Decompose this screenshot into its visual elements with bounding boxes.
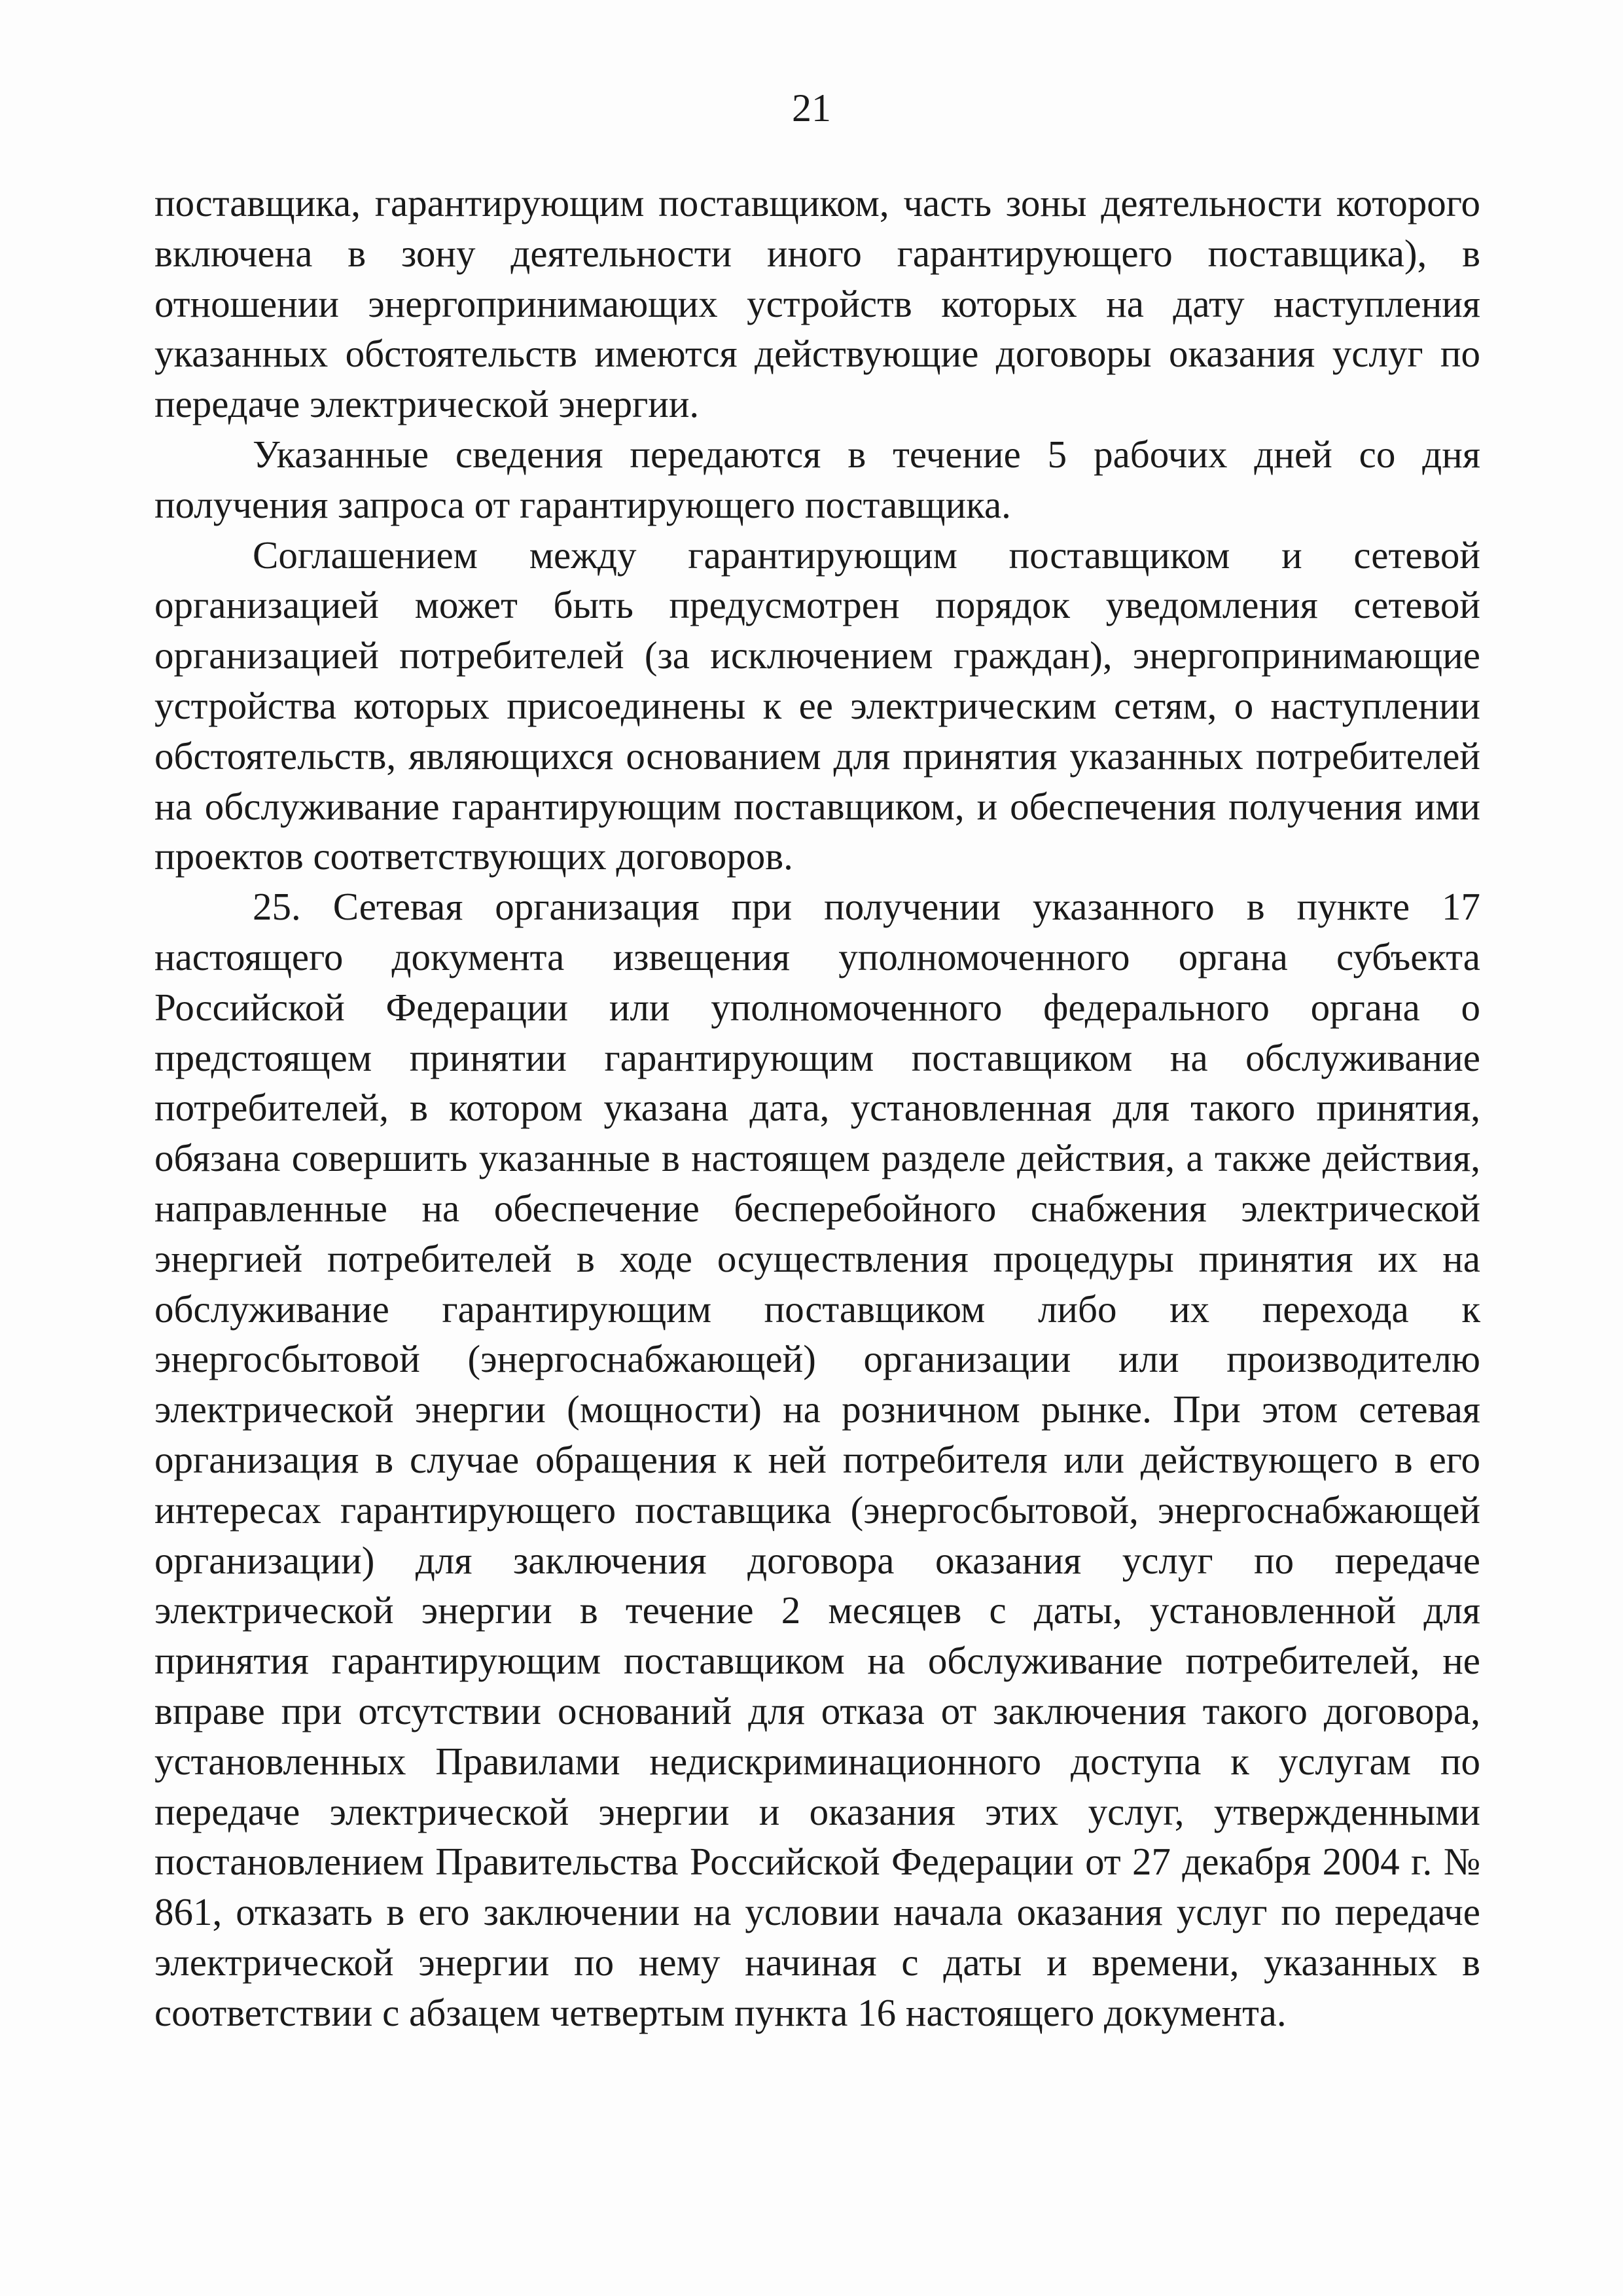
paragraph-agreement: Соглашением между гарантирующим поставщиком и сетевой организацией может быть предусмотрен порядок уведомления сетевой организацией потребителей (за исключением граждан), энергопринимающие устройства которых присоединены к ее электрическим сетям, о наступлении обстоятельств, являющихся основанием для принятия указанных потребителей на обслуживание гарантирующим поставщиком, и обеспечения получения ими проектов соответствующих договоров. — [154, 533, 1480, 878]
page-number: 21 — [792, 86, 831, 130]
paragraph-continuation: поставщика, гарантирующим поставщиком, часть зоны деятельности которого включена в зону деятельности иного гарантирующего поставщика), в отношении энергопринимающих устройств которых на дату наступления указанных обстоятельств имеются действующие договоры оказания услуг по передаче электрической энергии. — [154, 181, 1480, 426]
paragraph-deadline: Указанные сведения передаются в течение 5 рабочих дней со дня получения запроса от гарантирующего поставщика. — [154, 432, 1480, 526]
document-body — [154, 178, 1480, 2037]
paragraph-item-25: 25. Сетевая организация при получении указанного в пункте 17 настоящего документа извещения уполномоченного органа субъекта Российской Федерации или уполномоченного федерального органа о предстоящем принятии гарантирующим поставщиком на обслуживание потребителей, в котором указана дата, установленная для такого принятия, обязана совершить указанные в настоящем разделе действия, а также действия, направленные на обеспечение бесперебойного снабжения электрической энергией потребителей в ходе осуществления процедуры принятия их на обслуживание гарантирующим поставщиком либо их перехода к энергосбытовой (энергоснабжающей) организации или производителю электрической энергии (мощности) на розничном рынке. При этом сетевая организация в случае обращения к ней потребителя или действующего в его интересах гарантирующего поставщика (энергосбытовой, энергоснабжающей организации) для заключения договора оказания услуг по передаче электрической энергии в течение 2 месяцев с даты, установленной для принятия гарантирующим поставщиком на обслуживание потребителей, не вправе при отсутствии оснований для отказа от заключения такого договора, установленных Правилами недискриминационного доступа к услугам по передаче электрической энергии и оказания этих услуг, утвержденными постановлением Правительства Российской Федерации от 27 декабря 2004 г. № 861, отказать в его заключении на условии начала оказания услуг по передаче электрической энергии по нему начиная с даты и времени, указанных в соответствии с абзацем четвертым пункта 16 настоящего документа. — [154, 885, 1480, 2034]
